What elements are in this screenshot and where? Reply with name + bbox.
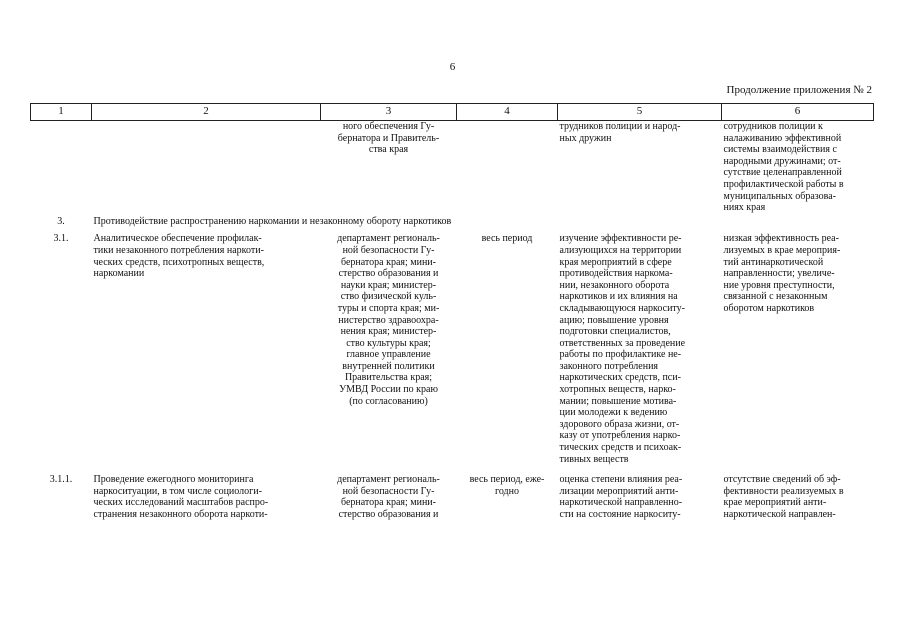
cell-line: трудников полиции и народ-: [559, 121, 681, 132]
period-cell: [457, 227, 558, 465]
cell-line: профилактической работы в: [723, 178, 844, 190]
continuation-label: Продолжение приложения № 2: [726, 84, 872, 96]
plan-table: [30, 103, 874, 521]
cell-line: годно: [494, 485, 519, 497]
cell-line: (по согласованию): [349, 395, 428, 407]
executor-cell: [321, 465, 457, 520]
cell-line: ной безопасности Гу-: [342, 485, 435, 497]
cell-line: науки края; министер-: [340, 279, 437, 291]
cell-line: законного потребления: [559, 360, 659, 372]
row-number: 3.1.: [53, 233, 69, 245]
cell-line: лизуемых в крае мероприя-: [723, 244, 841, 256]
header-row: [31, 104, 874, 121]
column-header-3: 3: [321, 104, 457, 121]
cell-line: изучение эффективности ре-: [559, 233, 682, 245]
cell-line: отсутствие сведений об эф-: [723, 474, 841, 486]
cell-line: тических средств и психоак-: [559, 442, 682, 454]
cell-line: наркотической направлен-: [723, 509, 836, 520]
cell-line: Проведение ежегодного мониторинга: [93, 474, 254, 486]
cell-line: казу от употребления нарко-: [559, 430, 681, 442]
table-row: [31, 227, 874, 465]
carry-over-row: [31, 121, 874, 214]
cell-line: наркотиков и их влияния на: [559, 291, 678, 303]
cell-line: ной безопасности Гу-: [342, 244, 435, 256]
cell-line: фективности реализуемых в: [723, 485, 844, 497]
cell-line: весь период, еже-: [469, 474, 545, 486]
cell-line: наркомании: [93, 268, 145, 280]
cell-line: ацию; повышение уровня: [559, 314, 669, 326]
cell-line: ческих средств, психотропных веществ,: [93, 256, 265, 268]
cell-line: стерство образования и: [338, 509, 439, 520]
column-header-6: 6: [722, 104, 874, 121]
cell-line: работы по профилактике не-: [559, 349, 682, 361]
section-title: Противодействие распространению наркомании и незаконному обороту наркотиков: [93, 215, 452, 227]
cell-line: сотрудников полиции к: [723, 121, 823, 132]
cell-line: края мероприятий в сфере: [559, 256, 672, 268]
cell-line: хотропных веществ, нарко-: [559, 384, 676, 396]
cell-line: народными дружинами; от-: [723, 155, 841, 167]
cell-line: департамент региональ-: [337, 233, 440, 245]
cell-line: связанной с незаконным: [723, 291, 828, 303]
table-row: [31, 465, 874, 520]
cell-line: противодействия наркома-: [559, 268, 673, 280]
cell-line: ние уровня преступности,: [723, 279, 835, 291]
cell-line: ных дружин: [559, 132, 612, 144]
column-header-2: 2: [92, 104, 321, 121]
cell-line: низкая эффективность реа-: [723, 233, 839, 245]
cell-line: наркотических средств, пси-: [559, 372, 681, 384]
column-header-1: 1: [31, 104, 92, 121]
result-cell: [558, 465, 722, 520]
cell-line: ции молодежи к ведению: [559, 407, 668, 419]
cell-line: наркоситуации, в том числе социологи-: [93, 485, 262, 497]
cell-line: ства края: [368, 144, 409, 156]
measure-cell: [92, 465, 321, 520]
cell-line: странения незаконного оборота наркоти-: [93, 509, 268, 520]
section-row: [31, 214, 874, 228]
section-number: 3.: [57, 215, 65, 227]
cell-line: муниципальных образова-: [723, 190, 837, 202]
executor-cell: [321, 227, 457, 465]
page-number: 6: [449, 61, 456, 73]
cell-line: нии, незаконного оборота: [559, 279, 670, 291]
cell-line: Правительства края;: [344, 372, 433, 384]
cell-line: УМВД России по краю: [339, 384, 438, 396]
cell-line: нистерство здравоохра-: [338, 314, 439, 326]
cell-line: весь период: [481, 233, 533, 245]
column-header-4: 4: [457, 104, 558, 121]
cell-line: нения края; министер-: [340, 326, 437, 338]
carry-executor-cell: [321, 121, 457, 214]
cell-line: лизации мероприятий анти-: [559, 485, 679, 497]
cell-line: ческих исследований масштабов распро-: [93, 497, 269, 509]
cell-line: сутствие целенаправленной: [723, 167, 842, 179]
carry-consequence-cell: [722, 121, 874, 214]
cell-line: ответственных за проведение: [559, 337, 686, 349]
measure-cell: [92, 227, 321, 465]
consequence-cell: [722, 227, 874, 465]
cell-line: ство физической куль-: [340, 291, 437, 303]
cell-line: внутренней политики: [342, 360, 435, 372]
cell-line: направленности; увеличе-: [723, 268, 835, 280]
cell-line: оценка степени влияния реа-: [559, 474, 683, 486]
period-cell: [457, 465, 558, 520]
cell-line: бернатора края; мини-: [341, 497, 436, 509]
cell-line: бернатора и Правитель-: [337, 132, 440, 144]
cell-line: системы взаимодействия с: [723, 144, 837, 156]
cell-line: крае мероприятий анти-: [723, 497, 827, 509]
cell-line: здорового образа жизни, от-: [559, 418, 680, 430]
cell-line: ного обеспечения Гу-: [342, 121, 435, 132]
cell-line: ниях края: [723, 202, 766, 214]
cell-line: сти на состояние наркоситу-: [559, 509, 681, 520]
cell-line: стерство образования и: [338, 268, 439, 280]
cell-line: ализующихся на территории: [559, 244, 682, 256]
cell-line: главное управление: [346, 349, 431, 361]
cell-line: Аналитическое обеспечение профилак-: [93, 233, 262, 245]
cell-line: тий антинаркотической: [723, 256, 824, 268]
row-number: 3.1.1.: [49, 474, 73, 486]
cell-line: бернатора края; мини-: [341, 256, 436, 268]
column-header-5: 5: [558, 104, 722, 121]
cell-line: наркотической направленно-: [559, 497, 683, 509]
cell-line: департамент региональ-: [337, 474, 440, 486]
cell-line: тивных веществ: [559, 453, 629, 465]
cell-line: подготовки специалистов,: [559, 326, 671, 338]
consequence-cell: [722, 465, 874, 520]
cell-line: налаживанию эффективной: [723, 132, 842, 144]
cell-line: оборотом наркотиков: [723, 302, 815, 314]
result-cell: [558, 227, 722, 465]
cell-line: складывающуюся наркоситу-: [559, 302, 685, 314]
cell-line: тики незаконного потребления наркоти-: [93, 244, 264, 256]
cell-line: туры и спорта края; ми-: [337, 302, 440, 314]
cell-line: мании; повышение мотива-: [559, 395, 677, 407]
carry-result-cell: [558, 121, 722, 214]
cell-line: ство культуры края;: [346, 337, 431, 349]
